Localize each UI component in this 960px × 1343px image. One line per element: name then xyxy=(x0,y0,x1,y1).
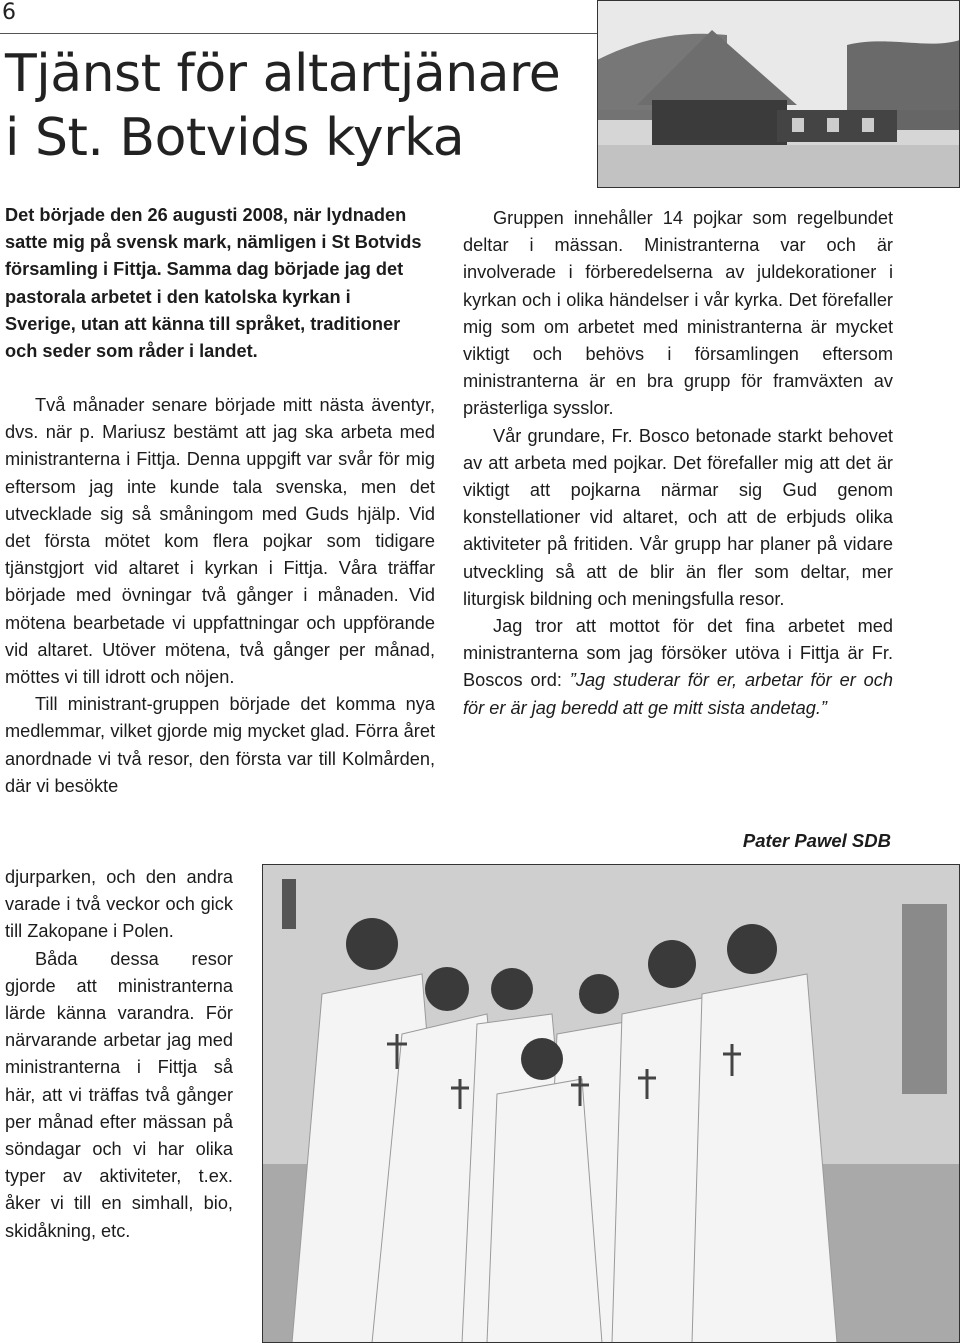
lead-paragraph: Det började den 26 augusti 2008, när lydnaden satte mig på svensk mark, nämligen i St Botvids församling i Fittja. Samma dag började jag det pastorala arbetet i den katolska kyrkan i Sverige, utan att känna till språket, traditioner och seder som råder i landet. xyxy=(5,205,422,362)
body-paragraph xyxy=(463,613,893,722)
title-line-2: i St. Botvids kyrka xyxy=(5,108,465,168)
church-photo xyxy=(597,0,960,188)
right-column xyxy=(463,205,893,722)
title-line-1: Tjänst för altartjänare xyxy=(5,44,561,104)
body-paragraph: Till ministrant-gruppen började det komma nya medlemmar, vilket gjorde mig mycket glad. Förra året anordnade vi två resor, den första var till Kolmården, där vi besökte xyxy=(5,694,435,796)
body-paragraph: Vår grundare, Fr. Bosco betonade starkt behovet av att arbeta med pojkar. Det förefaller mig att det är viktigt att pojkarna närmar sig Gud genom konstellationer vid altaret, och att de erbjuds olika aktiviteter på fritiden. Vår grupp har planer på vidare utveckling så att de blir än fler som deltar, mer liturgisk bildning och meningsfulla resor. xyxy=(463,425,893,609)
body-paragraph: djurparken, och den andra varade i två veckor och gick till Zakopane i Polen. xyxy=(5,867,233,942)
closing-text: Jag tror att mottot för det fina arbetet med ministranterna som jag försöker utöva i Fittja är Fr. Boscos ord: xyxy=(463,616,893,691)
body-paragraph: Gruppen innehåller 14 pojkar som regelbundet deltar i mässan. Ministranterna var och är involverade i förberedelserna av juldekorationer i kyrkan och i olika händelser i vår kyrka. Det förefaller mig som om arbetet med ministranterna är mycket viktigt och behövs i församlingen eftersom ministranterna är en bra grupp för framväxten av prästerliga sysslor. xyxy=(463,208,893,419)
body-paragraph: Båda dessa resor gjorde att ministranterna lärde känna varandra. För närvarande arbetar jag med ministranterna i Fittja så här, att vi träffas två gånger per månad efter mässan på söndagar och vi har olika typer av aktiviteter, t.ex. åker vi till en simhall, bio, skidåkning, etc. xyxy=(5,948,233,1241)
altar-servers-group-photo xyxy=(262,864,960,1343)
left-column-upper xyxy=(5,392,435,800)
left-column-lower xyxy=(5,864,233,1245)
author-signature: Pater Pawel SDB xyxy=(742,830,891,851)
page-number: 6 xyxy=(2,0,16,25)
body-paragraph: Två månader senare började mitt nästa äventyr, dvs. när p. Mariusz bestämt att jag ska arbeta med ministranterna i Fittja. Denna uppgift var svår för mig eftersom jag inte kunde tala svenska, men det utvecklade sig så småningom med Guds hjälp. Vid det första mötet kom flera pojkar som tidigare tjänstgjort vid altaret i kyrkan i Fittja. Våra träffar började med övningar två gånger i månaden. Vid mötena bearbetade vi uppfattningar och uppförande vid altaret. Utöver mötena, två gånger per månad, möttes vi till idrott och nöjen. xyxy=(5,395,435,688)
article-title xyxy=(5,42,595,170)
closing-quote: ”Jag studerar för er, arbetar för er och för er är jag beredd att ge mitt sista andetag.” xyxy=(463,670,894,718)
